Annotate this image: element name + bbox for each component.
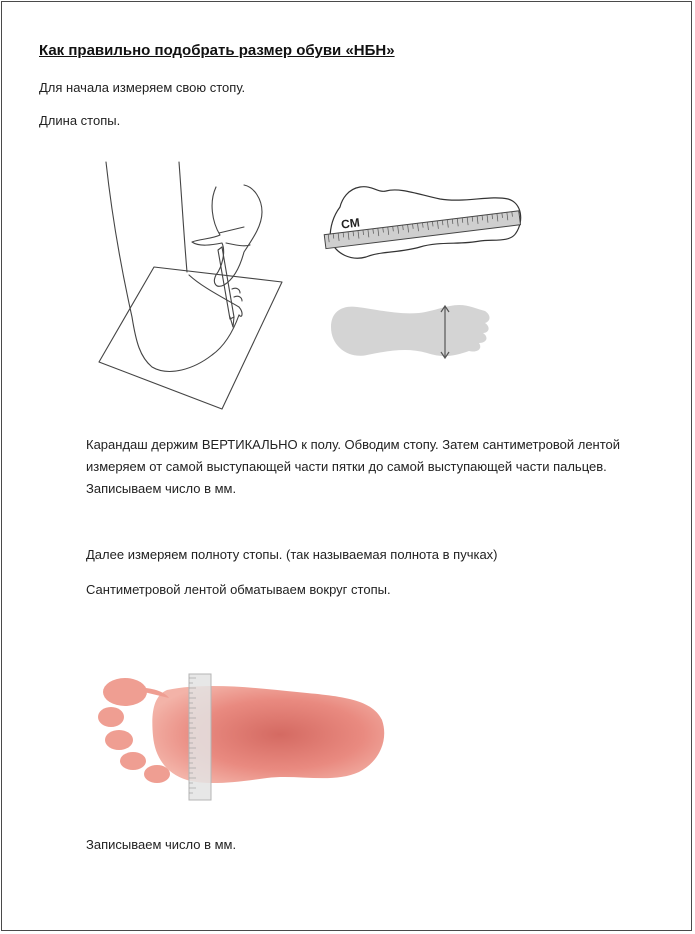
foot-sole (98, 678, 384, 783)
wrap-instruction: Сантиметровой лентой обматываем вокруг стопы. (86, 582, 391, 597)
leg-front (179, 162, 187, 272)
length-heading: Длина стопы. (39, 113, 121, 128)
record-instruction: Записываем число в мм. (86, 837, 237, 852)
page-title: Как правильно подобрать размер обуви «НБН» (39, 42, 395, 59)
foot-sole-tape-illustration (97, 670, 387, 805)
foot-silhouette-illustration (327, 297, 492, 367)
pencil-instruction: Карандаш держим ВЕРТИКАЛЬНО к полу. Обводим стопу. Затем сантиметровой лентой измеряем от самой выступающей части пятки до самой выступающей части пальцев. Записываем число в мм. (86, 437, 621, 496)
hand-outline (192, 185, 262, 286)
leg-back (106, 162, 239, 371)
measuring-tape (189, 674, 211, 800)
foot-tracing-illustration (94, 157, 294, 417)
girth-instruction: Далее измеряем полноту стопы. (так называемая полнота в пучках) (86, 547, 498, 562)
intro-text: Для начала измеряем свою стопу. (39, 80, 246, 95)
foot-silhouette (331, 305, 490, 356)
foot-ruler-illustration (320, 177, 525, 267)
document-page (1, 1, 692, 931)
ruler-unit-label: CM (340, 215, 361, 232)
foot-top (189, 275, 242, 316)
